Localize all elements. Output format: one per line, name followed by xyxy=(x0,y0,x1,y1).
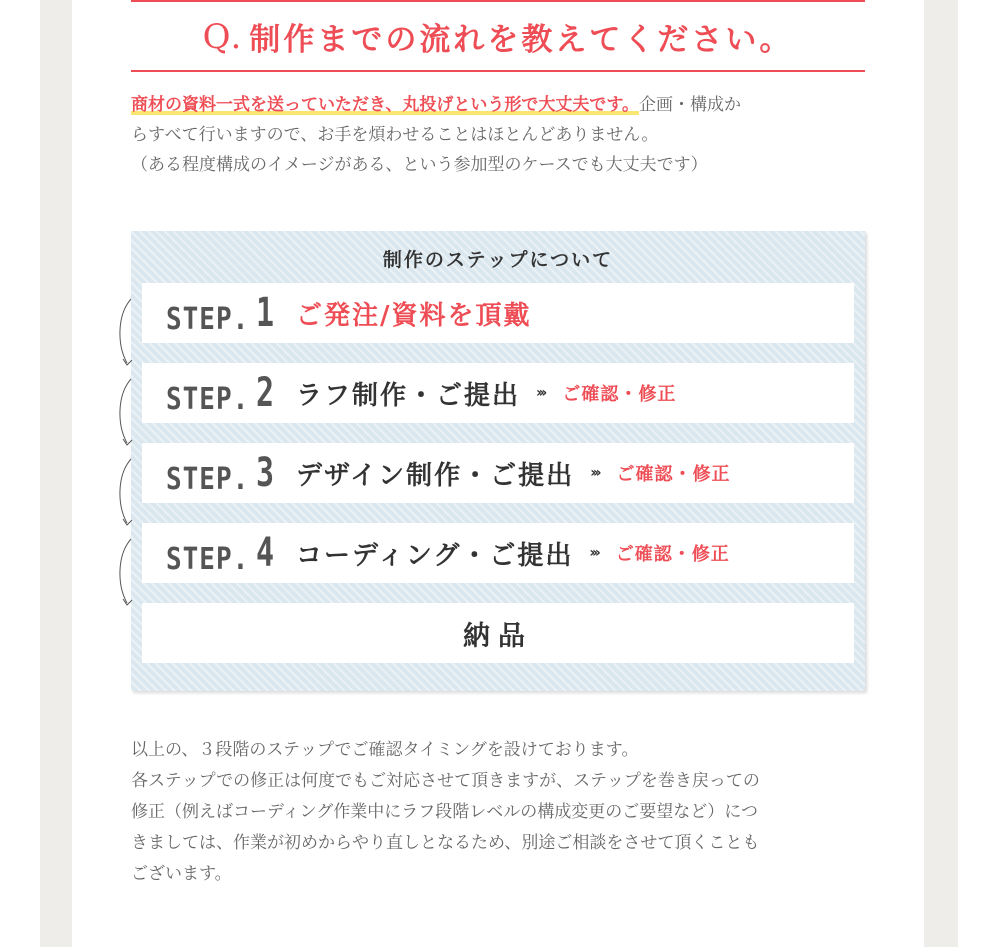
intro-line-2: らすべて行いますので、お手を煩わせることはほとんどありません。 xyxy=(131,125,659,145)
curve-arrow-icon xyxy=(119,295,143,375)
outro-line-2: 各ステップでの修正は何度でもご対応させて頂きますが、ステップを巻き戻っての xyxy=(131,771,760,791)
step-3-content xyxy=(296,443,731,503)
triple-chevron-icon: ››› xyxy=(590,465,599,481)
triple-chevron-icon: ››› xyxy=(536,385,545,401)
step-row-2 xyxy=(142,363,854,423)
outro-line-1: 以上の、３段階のステップでご確認タイミングを設けております。 xyxy=(131,740,639,760)
step-label xyxy=(166,370,277,418)
outro-line-3: 修正（例えばコーディング作業中にラフ段階レベルの構成変更のご要望など）につ xyxy=(131,802,758,822)
step-4-confirm: ご確認・修正 xyxy=(615,544,730,565)
step-label xyxy=(166,530,277,578)
step-word: STEP. xyxy=(166,542,250,578)
steps-box xyxy=(131,231,865,691)
step-label xyxy=(166,290,277,338)
step-4-text: コーディング・ご提出 xyxy=(296,540,574,571)
step-word: STEP. xyxy=(166,462,250,498)
question-title: 制作までの流れを教えてください。 xyxy=(249,22,794,58)
step-number: 2 xyxy=(256,370,275,416)
question-mark-q: Q xyxy=(202,16,231,57)
outro-paragraph xyxy=(131,735,871,890)
step-3-confirm: ご確認・修正 xyxy=(616,464,731,485)
right-side-panel xyxy=(924,0,958,947)
step-row-4 xyxy=(142,523,854,583)
intro-line-1-rest: 企画・構成か xyxy=(638,95,741,115)
curve-arrow-icon xyxy=(119,535,143,615)
intro-emphasis: 商材の資料一式を送っていただき、丸投げという形で大丈夫です。 xyxy=(131,95,639,115)
triple-chevron-icon: ››› xyxy=(589,545,598,561)
intro-line-1 xyxy=(131,90,865,120)
outro-line-4: きましては、作業が初めからやり直しとなるため、別途ご相談をさせて頂くことも xyxy=(131,833,760,853)
step-number: 1 xyxy=(256,290,275,336)
curve-arrow-icon xyxy=(119,375,143,455)
step-2-text: ラフ制作・ご提出 xyxy=(296,380,521,411)
heading-top-rule xyxy=(131,0,865,2)
step-3-text: デザイン制作・ご提出 xyxy=(296,460,575,491)
step-number: 3 xyxy=(256,450,275,496)
question-heading xyxy=(131,14,865,70)
curve-arrow-icon xyxy=(119,455,143,535)
step-row-3 xyxy=(142,443,854,503)
step-2-confirm: ご確認・修正 xyxy=(562,384,677,405)
step-row-1 xyxy=(142,283,854,343)
step-word: STEP. xyxy=(166,302,250,338)
step-2-content xyxy=(296,363,676,423)
intro-line-3: （ある程度構成のイメージがある、という参加型のケースでも大丈夫です） xyxy=(131,155,708,175)
outro-line-5: ございます。 xyxy=(131,864,232,884)
final-step-row xyxy=(142,603,854,663)
heading-bottom-rule xyxy=(131,70,865,72)
step-1-text: ご発注/資料を頂戴 xyxy=(296,300,532,331)
question-mark-dot: . xyxy=(230,16,242,57)
step-4-content xyxy=(296,523,730,583)
steps-title: 制作のステップについて xyxy=(382,249,614,271)
step-word: STEP. xyxy=(166,382,250,418)
final-step-text: 納品 xyxy=(463,620,533,652)
step-label xyxy=(166,450,277,498)
step-number: 4 xyxy=(256,530,275,576)
intro-paragraph xyxy=(131,90,865,180)
left-side-panel xyxy=(40,0,72,947)
